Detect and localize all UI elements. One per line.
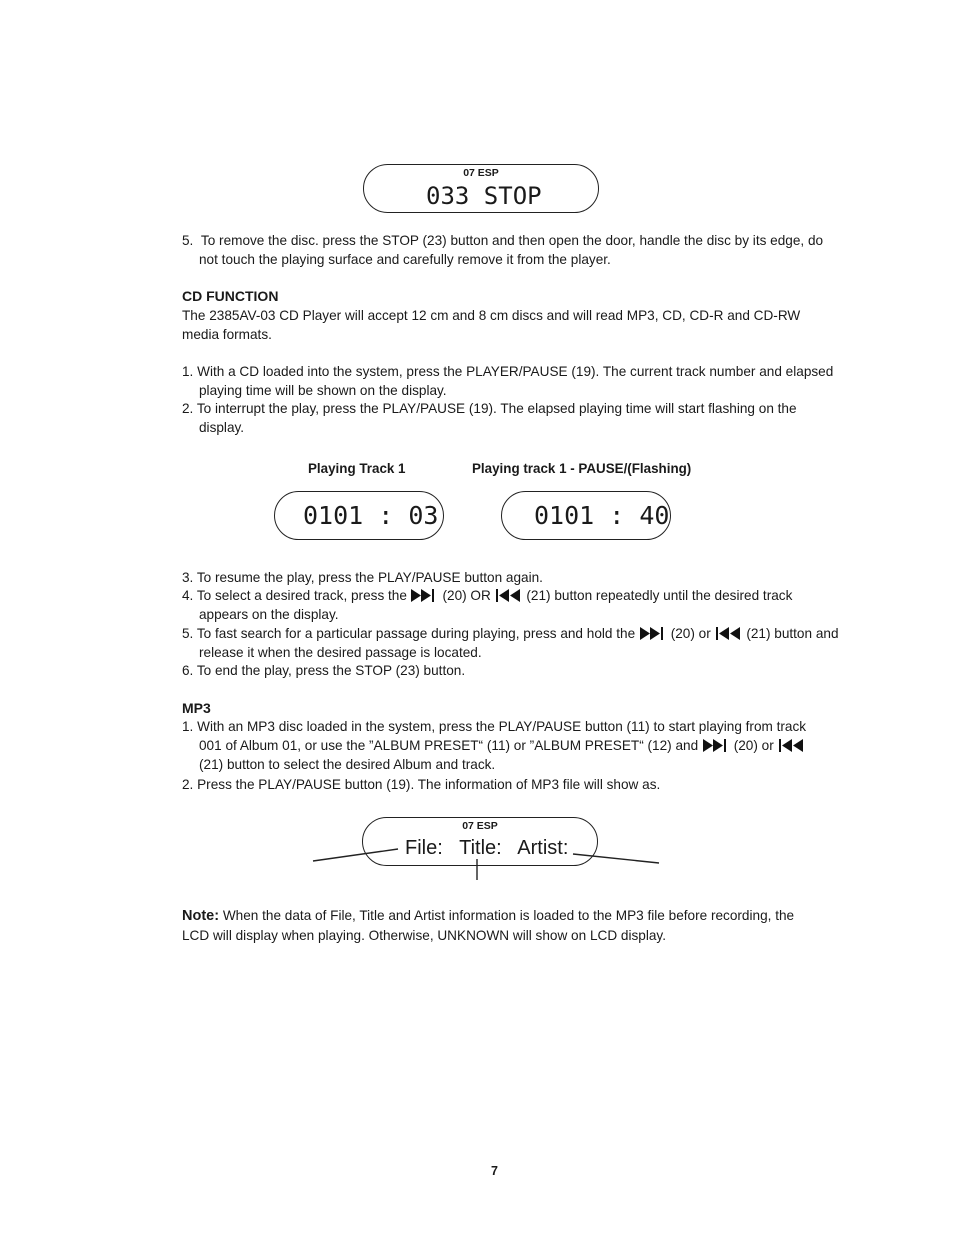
note-paragraph [182, 906, 822, 945]
note-label: Note: [182, 908, 220, 924]
lcd-esp-label: 07 ESP [463, 167, 499, 179]
cd-function-heading: CD FUNCTION [182, 288, 279, 304]
mp3-step-1-text-c: (21) button to select the desired Album and track. [199, 757, 496, 772]
step-5-text-b: (20) or [666, 626, 715, 641]
cd-step-1: 1. With a CD loaded into the system, press the PLAYER/PAUSE (19). The current track number and elapsed playing time will be shown on the display. [182, 364, 834, 398]
step-4-text-a: 4. To select a desired track, press the [182, 588, 411, 603]
playing-track-label: Playing Track 1 [308, 461, 406, 476]
lcd-esp-label: 07 ESP [462, 820, 498, 832]
cd-step-3: 3. To resume the play, press the PLAY/PAUSE button again. [182, 570, 543, 585]
page-number: 7 [491, 1164, 498, 1178]
artist-callout-line [573, 854, 659, 863]
lcd-file-field: File: [405, 837, 443, 859]
lcd-artist-field: Artist: [517, 837, 569, 859]
note-text: When the data of File, Title and Artist information is loaded to the MP3 file before recording, the LCD will display when playing. Otherwise, UNKNOWN will show on LCD display. [182, 908, 795, 943]
mp3-step-1-text-b: (20) or [729, 738, 778, 753]
cd-function-intro: The 2385AV-03 CD Player will accept 12 cm and 8 cm discs and will read MP3, CD, CD-R and CD-RW media formats. [182, 308, 801, 342]
file-callout-line [313, 849, 398, 861]
step-number: 5. [182, 233, 194, 248]
cd-step-6: 6. To end the play, press the STOP (23) button. [182, 663, 466, 678]
mp3-step-1-text-a: 1. With an MP3 disc loaded in the system, press the PLAY/PAUSE button (11) to start playing from track 001 of Album 01, or use the ”ALBUM PRESET“ (11) or ”ALBUM PRESET“ (12) and [182, 719, 807, 753]
lcd-paused-readout: 0101 : 40 [534, 501, 670, 530]
step-4-text-b: (20) OR [442, 588, 495, 603]
pause-flashing-label: Playing track 1 - PAUSE/(Flashing) [472, 461, 692, 476]
mp3-step-2: 2. Press the PLAY/PAUSE button (19). The information of MP3 file will show as. [182, 777, 661, 792]
mp3-heading: MP3 [182, 700, 211, 716]
step-text: To remove the disc. press the STOP (23) button and then open the door, handle the disc by its edge, do not touch the playing surface and carefully remove it from the player. [199, 233, 824, 267]
step-5-text-c: (21) button and release it when the desired passage is located. [199, 626, 839, 660]
step-5-text-a: 5. To fast search for a particular passage during playing, press and hold the [182, 626, 639, 641]
cd-step-2: 2. To interrupt the play, press the PLAY/PAUSE (19). The elapsed playing time will start flashing on the display. [182, 401, 797, 435]
lcd-playing-readout: 0101 : 03 [303, 501, 439, 530]
step-4-text-c: (21) button repeatedly until the desired track appears on the display. [199, 588, 793, 622]
lcd-stop-readout: 033 STOP [426, 182, 542, 210]
lcd-title-field: Title: [459, 837, 502, 859]
